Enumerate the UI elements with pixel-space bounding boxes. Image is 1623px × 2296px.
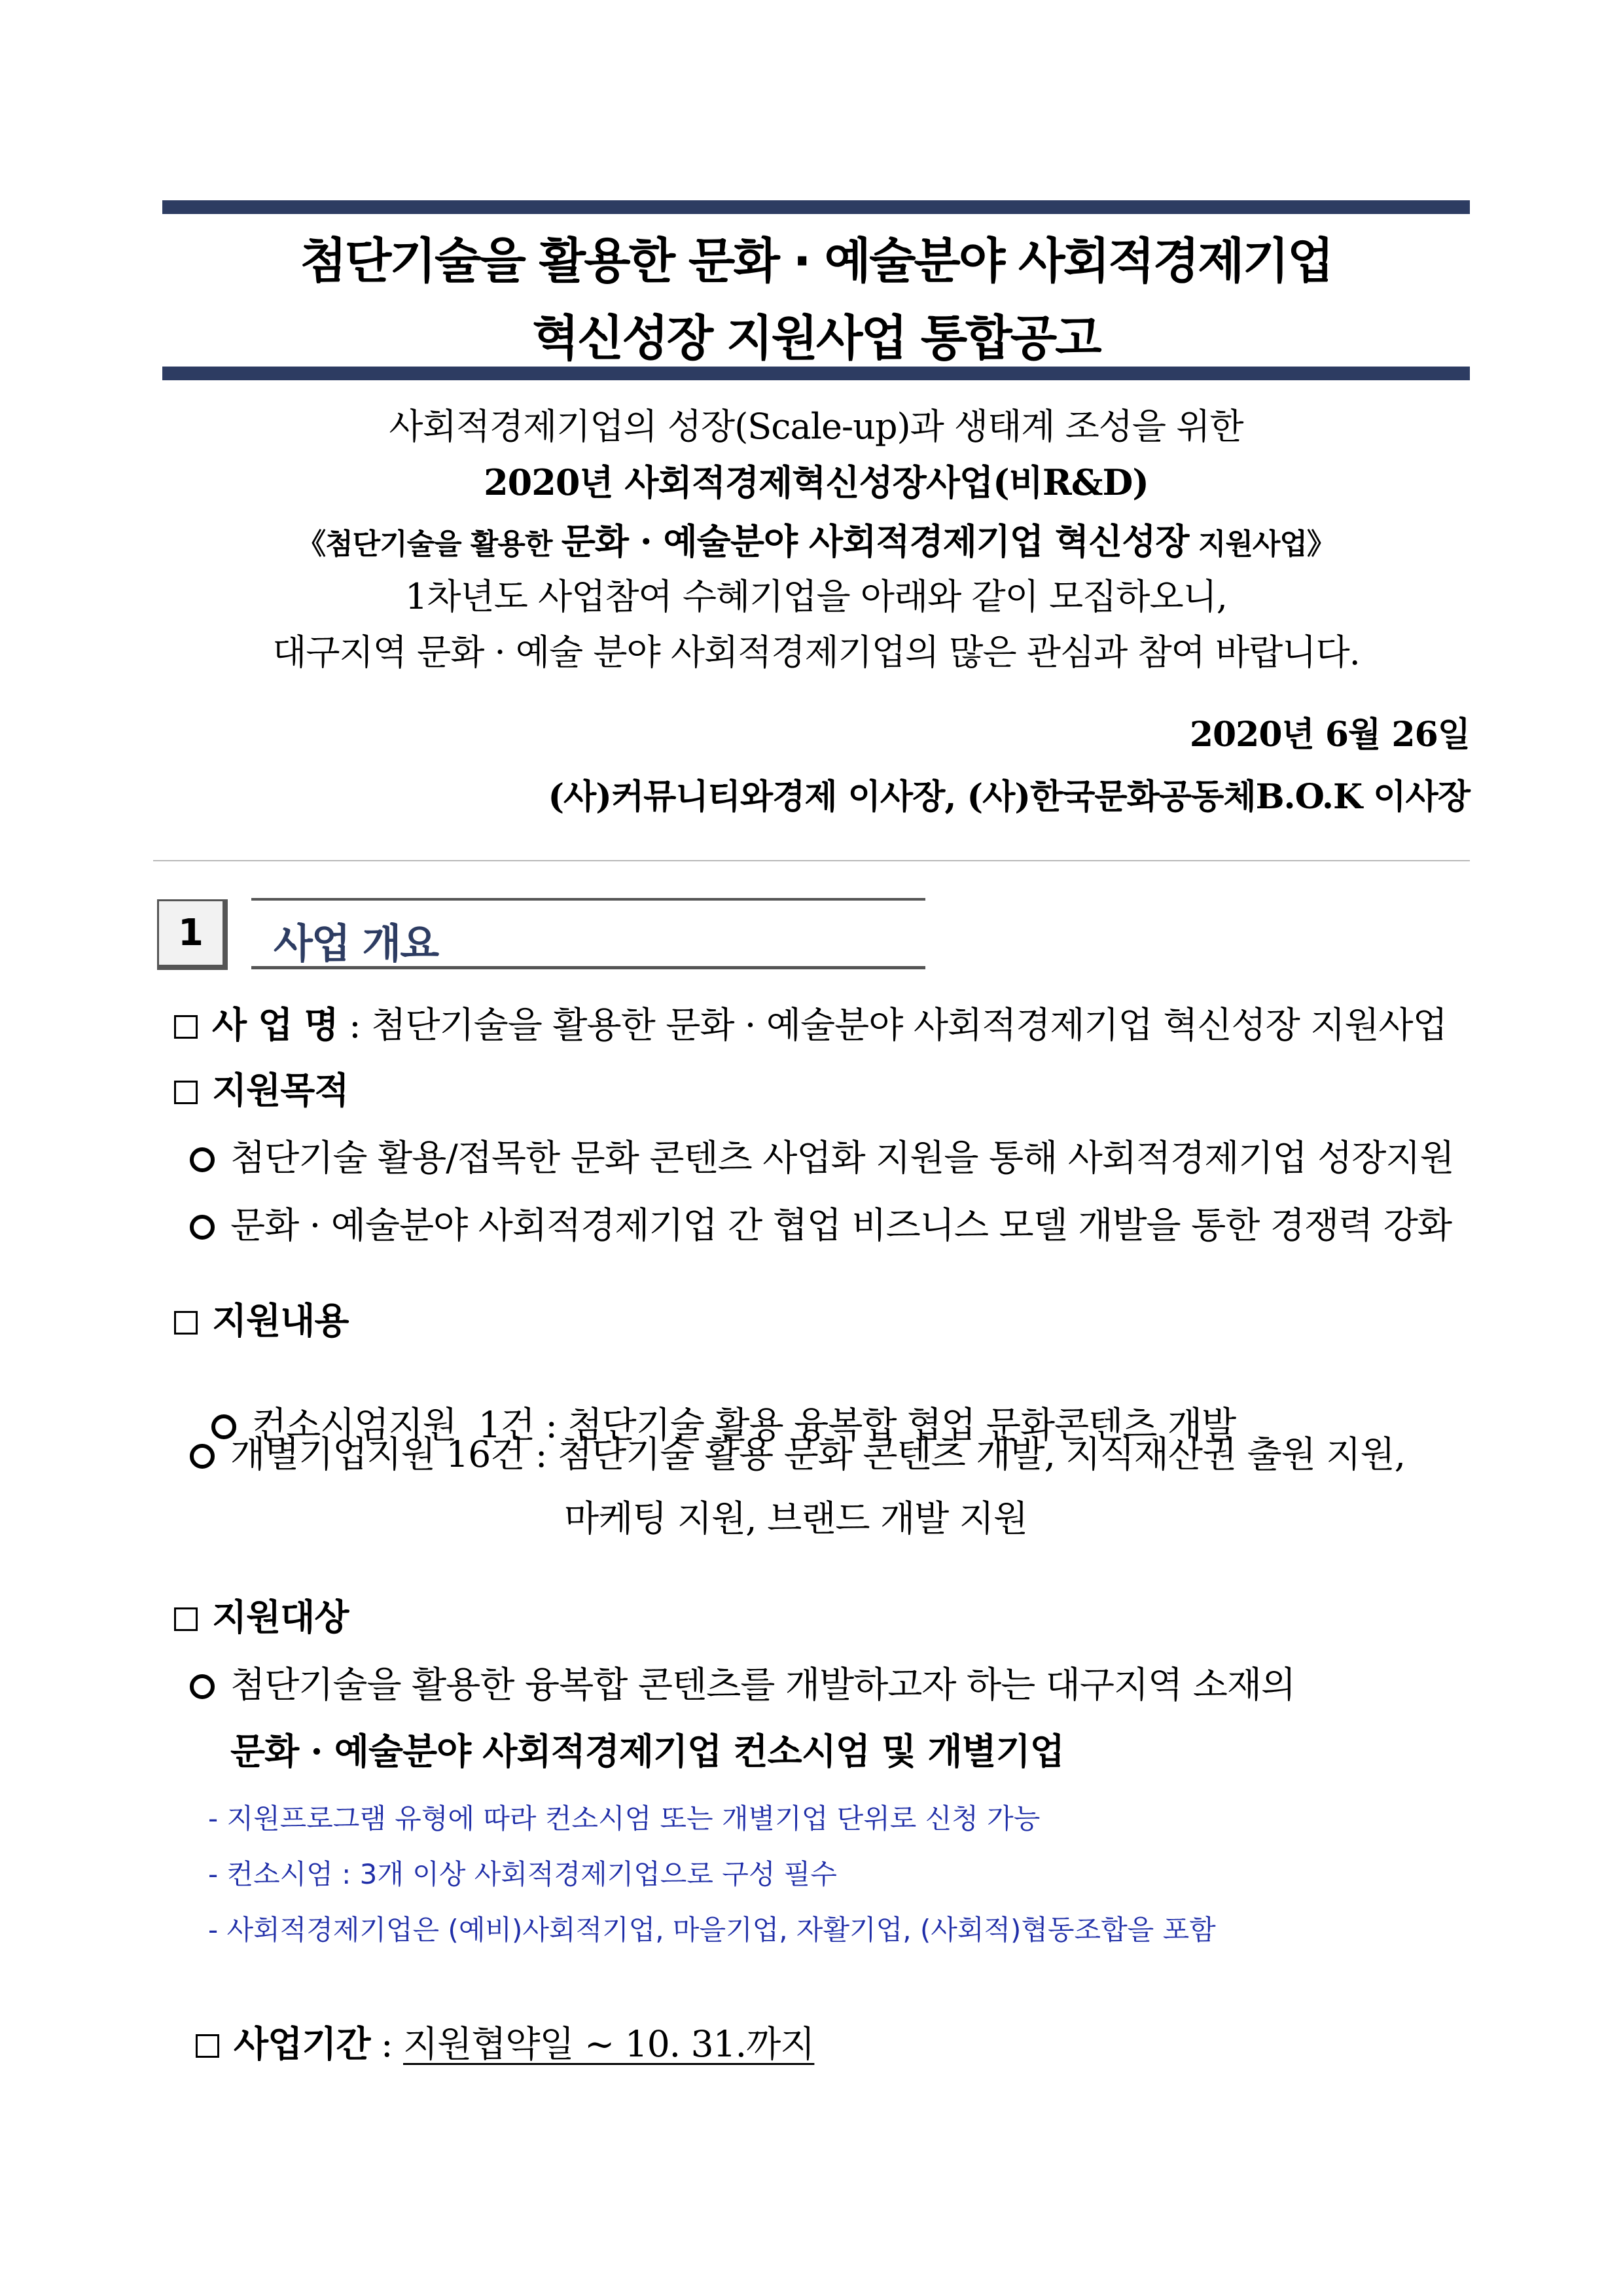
circle-bullet-icon <box>190 1147 215 1172</box>
business-name-value: : 첨단기술을 활용한 문화 · 예술분야 사회적경제기업 혁신성장 지원사업 <box>338 1004 1447 1046</box>
period-label: 사업기간 <box>233 2022 370 2065</box>
content-text-2: 개별기업지원 16건 : 첨단기술 활용 문화 콘텐츠 개발, 지식재산권 출원 지원, <box>230 1433 1406 1475</box>
purpose-bullet-1 <box>190 1137 1454 1179</box>
section-number-badge: 1 <box>157 899 228 970</box>
section-title: 사업 개요 <box>274 920 438 967</box>
document-title-line2: 혁신성장 지원사업 통합공고 <box>532 310 1100 367</box>
content-label: 지원내용 <box>212 1299 349 1342</box>
intro-line-3-main: 문화 · 예술분야 사회적경제기업 혁신성장 <box>561 520 1189 562</box>
item-business-period <box>174 1990 815 2065</box>
purpose-bullet-2 <box>190 1204 1452 1246</box>
intro-line-2: 2020년 사회적경제혁신성장사업(비R&D) <box>484 461 1149 503</box>
target-text-1: 첨단기술을 활용한 융복합 콘텐츠를 개발하고자 하는 대구지역 소재의 <box>230 1664 1296 1706</box>
checkbox-icon <box>174 1015 198 1039</box>
checkbox-icon <box>174 1607 198 1631</box>
item-support-content <box>174 1299 349 1342</box>
checkbox-icon <box>174 1311 198 1335</box>
intro-line-4: 1차년도 사업참여 수혜기업을 아래와 같이 모집하오니, <box>405 576 1227 617</box>
intro-line-3-suffix: 지원사업》 <box>1188 528 1335 561</box>
content-bullet-1 <box>190 1371 1236 1446</box>
announcement-date: 2020년 6월 26일 <box>1189 715 1470 755</box>
target-label: 지원대상 <box>212 1596 349 1638</box>
circle-bullet-icon <box>190 1215 215 1240</box>
intro-line-3-prefix: 《첨단기술을 활용한 <box>297 528 562 561</box>
section-title-top-line <box>251 898 925 901</box>
title-top-rule <box>162 200 1470 214</box>
content-text-1: 컨소시엄지원 1건 : 첨단기술 활용 융복합 협업 문화콘텐츠 개발 <box>251 1404 1236 1446</box>
target-bullet-1 <box>190 1664 1296 1706</box>
purpose-label: 지원목적 <box>212 1069 349 1111</box>
item-support-target <box>174 1596 349 1638</box>
target-note-2: - 컨소시엄 : 3개 이상 사회적경제기업으로 구성 필수 <box>208 1858 837 1890</box>
checkbox-icon <box>196 2034 219 2058</box>
section-divider <box>153 860 1470 861</box>
item-business-name <box>174 1003 1447 1046</box>
circle-bullet-icon <box>190 1444 215 1469</box>
intro-line-5: 대구지역 문화 · 예술 분야 사회적경제기업의 많은 관심과 참여 바랍니다. <box>272 632 1360 673</box>
purpose-text-2: 문화 · 예술분야 사회적경제기업 간 협업 비즈니스 모델 개발을 통한 경쟁력 강화 <box>230 1204 1452 1246</box>
content-text-2-continued: 마케팅 지원, 브랜드 개발 지원 <box>564 1498 1027 1539</box>
target-note-1: - 지원프로그램 유형에 따라 컨소시엄 또는 개별기업 단위로 신청 가능 <box>208 1803 1041 1835</box>
purpose-text-1: 첨단기술 활용/접목한 문화 콘텐츠 사업화 지원을 통해 사회적경제기업 성장지원 <box>230 1137 1454 1179</box>
issuer: (사)커뮤니티와경제 이사장, (사)한국문화공동체B.O.K 이사장 <box>548 777 1470 817</box>
target-note-3: - 사회적경제기업은 (예비)사회적기업, 마을기업, 자활기업, (사회적)협동조합을 포함 <box>208 1914 1216 1946</box>
intro-line-3 <box>162 520 1470 562</box>
business-name-label: 사 업 명 <box>212 1003 338 1046</box>
content-bullet-2 <box>190 1433 1406 1475</box>
document-title-line1: 첨단기술을 활용한 문화 · 예술분야 사회적경제기업 <box>300 233 1332 289</box>
circle-bullet-icon <box>190 1674 215 1699</box>
item-purpose <box>174 1069 349 1111</box>
period-separator: : <box>370 2023 403 2065</box>
intro-line-1: 사회적경제기업의 성장(Scale-up)과 생태계 조성을 위한 <box>389 406 1243 447</box>
target-text-1-continued: 문화 · 예술분야 사회적경제기업 컨소시엄 및 개별기업 <box>230 1730 1064 1772</box>
checkbox-icon <box>174 1081 198 1104</box>
period-value: 지원협약일 ~ 10. 31.까지 <box>403 2023 815 2065</box>
title-bottom-rule <box>162 367 1470 380</box>
